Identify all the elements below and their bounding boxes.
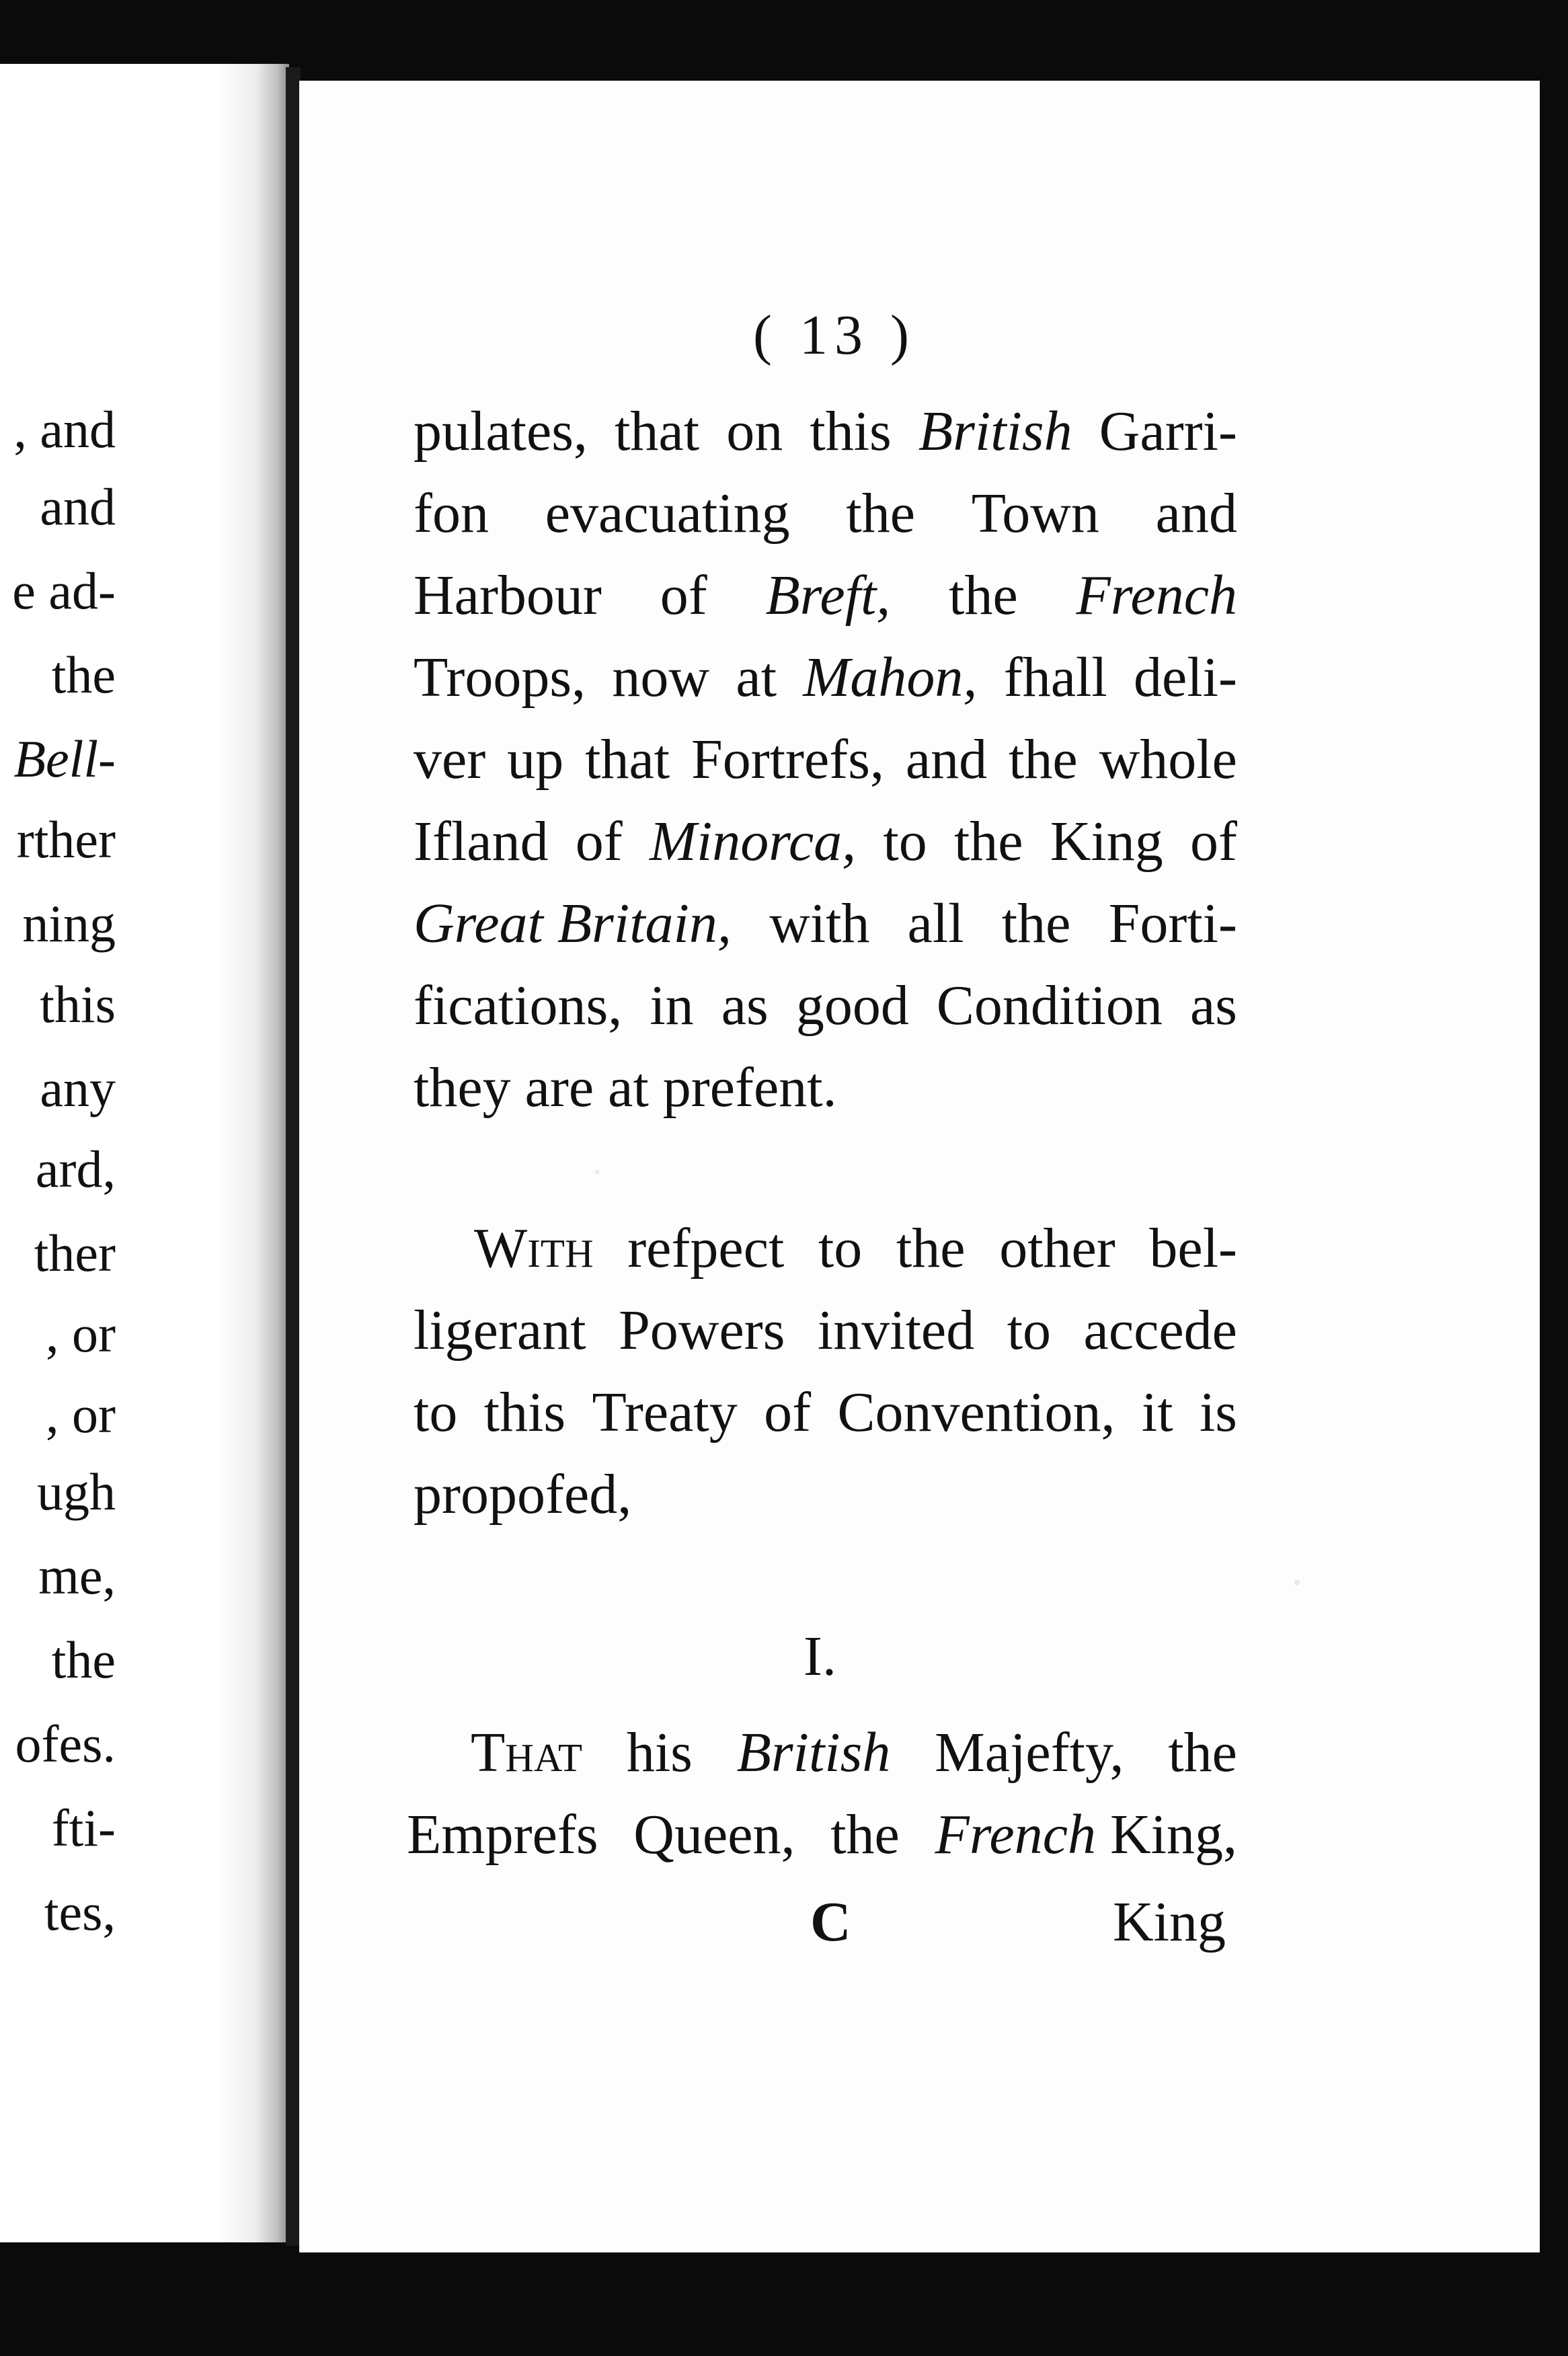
left-fragment: ugh <box>37 1462 116 1521</box>
word: Fortrefs, <box>691 728 884 791</box>
word: they are at prefent. <box>414 1056 837 1119</box>
left-page-shadow <box>215 64 289 2242</box>
word: at <box>736 646 777 709</box>
left-fragment: fti- <box>51 1799 116 1857</box>
text-line <box>471 1721 1237 1784</box>
word: to <box>1007 1299 1052 1362</box>
word: propofed, <box>414 1463 632 1526</box>
left-fragment: tes, <box>44 1883 116 1941</box>
word: whole <box>1099 728 1237 791</box>
word: Convention, <box>837 1381 1115 1444</box>
word: that <box>615 400 700 463</box>
word: Emprefs <box>407 1803 598 1866</box>
text-line <box>414 1299 1237 1362</box>
word: evacuating <box>545 482 790 545</box>
word: as <box>1190 974 1237 1037</box>
text-line <box>414 482 1237 545</box>
word: the <box>1001 892 1071 955</box>
section-heading: I. <box>803 1625 836 1688</box>
word: the <box>1009 728 1078 791</box>
word: Great Britain, <box>414 892 732 955</box>
word: Forti- <box>1108 892 1237 955</box>
word: to <box>818 1217 863 1280</box>
word: up <box>507 728 564 791</box>
word: and <box>905 728 988 791</box>
word: pulates, <box>414 400 588 463</box>
word: Garri- <box>1099 400 1237 463</box>
word: of <box>764 1381 812 1444</box>
word: fhall <box>1003 646 1107 709</box>
word: invited <box>817 1299 975 1362</box>
text-line <box>414 646 1237 709</box>
word: British <box>918 400 1072 463</box>
lead-word: That <box>471 1721 583 1784</box>
left-fragment: ard, <box>35 1140 116 1198</box>
word: to <box>414 1381 458 1444</box>
signature-mark: C <box>810 1891 851 1953</box>
word: Powers <box>619 1299 785 1362</box>
word: of <box>575 810 623 873</box>
word: deli- <box>1134 646 1237 709</box>
paper-speck <box>595 1170 599 1174</box>
word: in <box>650 974 694 1037</box>
left-fragment: e ad- <box>12 561 116 620</box>
page-number: ( 13 ) <box>753 304 916 366</box>
left-fragment: , or <box>46 1304 116 1363</box>
word: all <box>907 892 964 955</box>
word: of <box>1190 810 1237 873</box>
text-line <box>414 1463 1237 1526</box>
left-fragment: this <box>40 975 116 1033</box>
word: the <box>846 482 915 545</box>
word: ligerant <box>414 1299 586 1362</box>
word: Treaty <box>592 1381 738 1444</box>
word: this <box>483 1381 566 1444</box>
left-fragment: , and <box>13 400 116 459</box>
text-line <box>414 564 1237 627</box>
word: his <box>626 1721 693 1784</box>
word: as <box>721 974 769 1037</box>
text-line <box>414 810 1237 873</box>
word: the <box>949 564 1018 627</box>
word: fications, <box>414 974 623 1037</box>
left-fragment: Bell- <box>13 730 116 788</box>
word: refpect <box>627 1217 785 1280</box>
left-fragment: the <box>51 1631 116 1689</box>
word: it <box>1141 1381 1173 1444</box>
word: now <box>612 646 710 709</box>
word: the <box>830 1803 900 1866</box>
book-gutter <box>286 67 301 2246</box>
word: King <box>1050 810 1163 873</box>
left-fragment: any <box>40 1059 116 1117</box>
left-fragment: ther <box>34 1224 116 1282</box>
word: Majefty, <box>935 1721 1124 1784</box>
word: fon <box>414 482 489 545</box>
text-line <box>407 1803 1237 1866</box>
word: the <box>953 810 1023 873</box>
word: Minorca, <box>650 810 857 873</box>
word: bel- <box>1149 1217 1237 1280</box>
text-line <box>414 1056 1237 1119</box>
word: this <box>810 400 892 463</box>
left-fragment: , or <box>46 1385 116 1444</box>
word: of <box>660 564 707 627</box>
word: on <box>726 400 783 463</box>
paper-speck <box>1294 1580 1300 1585</box>
word: and <box>1155 482 1237 545</box>
lead-word: With <box>474 1217 594 1280</box>
text-line <box>414 974 1237 1037</box>
left-fragment: ofes. <box>15 1715 116 1773</box>
word: with <box>769 892 870 955</box>
word: Harbour <box>414 564 602 627</box>
word: other <box>999 1217 1115 1280</box>
word: French <box>1076 564 1237 627</box>
word: Ifland <box>414 810 549 873</box>
word: Condition <box>936 974 1163 1037</box>
word: the <box>1168 1721 1237 1784</box>
word: to <box>883 810 927 873</box>
word: Mahon, <box>803 646 978 709</box>
word: accede <box>1083 1299 1237 1362</box>
word: British <box>736 1721 891 1784</box>
word: the <box>896 1217 966 1280</box>
word: is <box>1199 1381 1237 1444</box>
text-line <box>414 728 1237 791</box>
word: Queen, <box>633 1803 795 1866</box>
left-fragment: the <box>51 645 116 704</box>
text-line <box>474 1217 1237 1280</box>
word: that <box>585 728 670 791</box>
word: Troops, <box>414 646 586 709</box>
left-fragment: me, <box>38 1546 116 1605</box>
word: good <box>795 974 909 1037</box>
text-line <box>414 1381 1237 1444</box>
text-line <box>414 400 1237 463</box>
word: ver <box>414 728 486 791</box>
word: Town <box>971 482 1099 545</box>
word: Breft, <box>765 564 891 627</box>
word: French King, <box>935 1803 1237 1866</box>
catchword: King <box>1113 1891 1226 1953</box>
left-fragment: rther <box>16 810 116 869</box>
text-line <box>414 892 1237 955</box>
left-fragment: ning <box>22 894 116 953</box>
left-fragment: and <box>40 477 116 536</box>
word: French <box>935 1803 1096 1866</box>
